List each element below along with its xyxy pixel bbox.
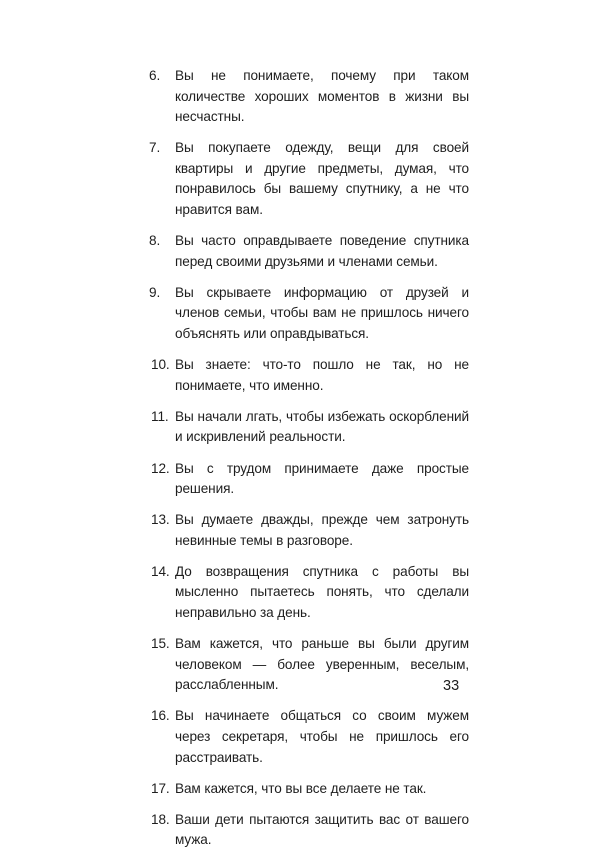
list-item xyxy=(149,231,469,272)
item-text: Вы покупаете одежду, вещи для своей квартиры и другие предметы, думая, что понравилось бы вашему спутнику, а не что нравится вам. xyxy=(175,140,469,218)
list-item xyxy=(149,779,469,800)
item-number: 15. xyxy=(151,636,170,652)
numbered-list xyxy=(149,66,469,862)
item-number: 13. xyxy=(151,512,170,528)
item-text: Вы начинаете общаться со своим мужем через секретаря, чтобы не пришлось его расстраивать. xyxy=(175,708,469,765)
item-number: 7. xyxy=(149,140,161,156)
item-text: Ваши дети пытаются защитить вас от вашего мужа. xyxy=(175,811,469,848)
item-text: Вы не понимаете, почему при таком количестве хороших моментов в жизни вы несчастны. xyxy=(175,68,469,125)
item-number: 17. xyxy=(151,780,170,796)
item-number: 18. xyxy=(151,811,170,827)
list-item xyxy=(149,66,469,128)
item-text: Вы скрываете информацию от друзей и членов семьи, чтобы вам не пришлось ничего объяснять или оправдываться. xyxy=(175,284,469,342)
list-item xyxy=(149,459,469,500)
list-item xyxy=(149,634,469,696)
item-number: 8. xyxy=(149,233,161,249)
item-number: 10. xyxy=(151,357,170,373)
item-number: 12. xyxy=(151,460,170,476)
item-number: 11. xyxy=(151,408,169,424)
item-text: Вам кажется, что раньше вы были другим человеком — более уверенным, веселым, расслабленным. xyxy=(175,636,469,693)
list-item xyxy=(149,355,469,396)
item-text: Вы думаете дважды, прежде чем затронуть невинные темы в разговоре. xyxy=(175,512,469,548)
item-text: До возвращения спутника с работы вы мысленно пытаетесь понять, что сделали неправильно за день. xyxy=(175,563,469,621)
item-number: 6. xyxy=(149,68,161,83)
item-number: 9. xyxy=(149,284,161,300)
list-item xyxy=(149,510,469,551)
list-item xyxy=(149,283,469,345)
item-text: Вы часто оправдываете поведение спутника перед своими друзьями и членами семьи. xyxy=(175,233,469,269)
item-number: 14. xyxy=(151,563,170,579)
list-item xyxy=(149,706,469,768)
page-number: 33 xyxy=(443,678,460,694)
item-text: Вы знаете: что-то пошло не так, но не понимаете, что именно. xyxy=(175,357,469,393)
item-text: Вы начали лгать, чтобы избежать оскорблений и искривлений реальности. xyxy=(175,408,469,445)
item-text: Вы с трудом принимаете даже простые решения. xyxy=(175,460,469,497)
item-text: Вам кажется, что вы все делаете не так. xyxy=(175,780,427,796)
list-item xyxy=(149,138,469,220)
list-item xyxy=(149,810,469,851)
list-item xyxy=(149,407,469,448)
list-item xyxy=(149,562,469,624)
item-number: 16. xyxy=(151,708,170,724)
